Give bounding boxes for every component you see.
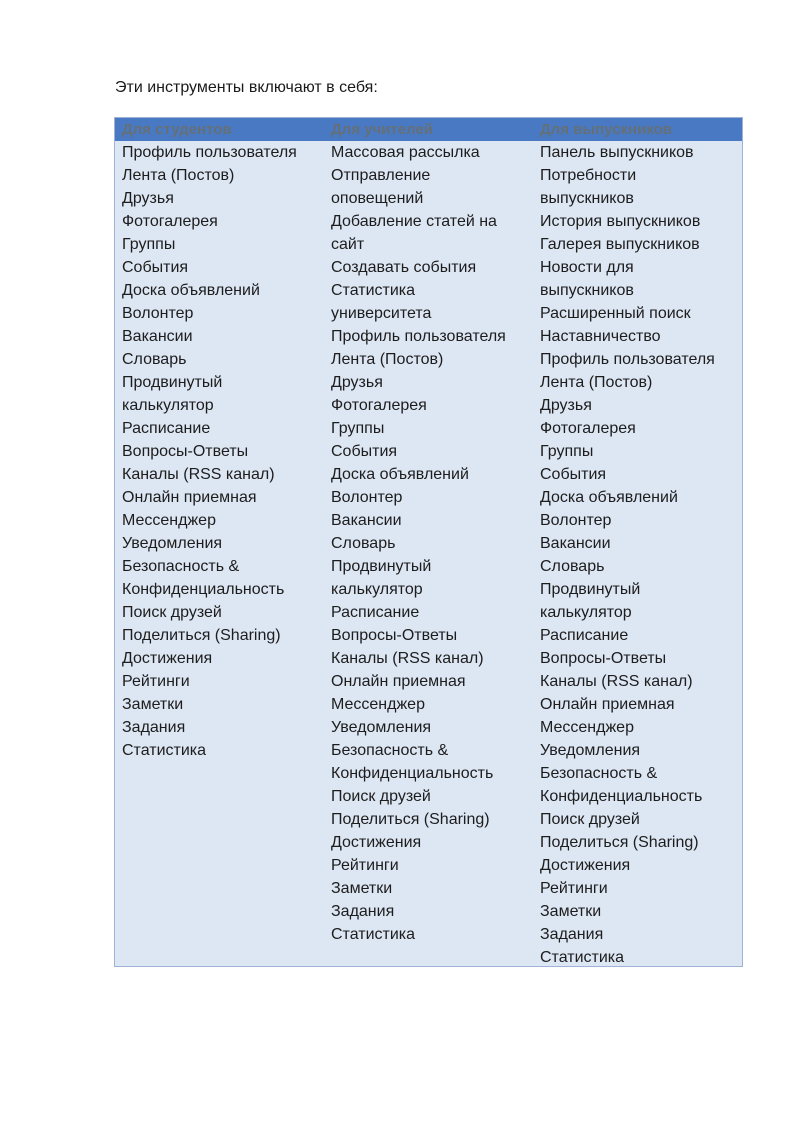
tool-list-item: Лента (Постов) <box>122 167 235 184</box>
teachers-tool-list <box>331 141 536 946</box>
tool-list-item: Доска объявлений <box>122 282 260 299</box>
tool-list-item: Каналы (RSS канал) <box>331 650 484 667</box>
tool-list-item: События <box>540 466 607 483</box>
tool-list-item: Массовая рассылка <box>331 144 480 161</box>
tool-list-item: Друзья <box>331 374 383 391</box>
students-tool-list <box>122 141 327 762</box>
tool-list-item: оповещений <box>331 190 424 207</box>
alumni-tool-list <box>540 141 740 969</box>
tool-list-item: Задания <box>122 719 186 736</box>
tool-list-item: Поделиться (Sharing) <box>122 627 281 644</box>
tool-list-item: Расширенный поиск <box>540 305 691 322</box>
tool-list-item: Профиль пользователя <box>331 328 506 345</box>
tool-list-item: Группы <box>122 236 176 253</box>
tool-list-item: Расписание <box>122 420 211 437</box>
tool-list-item: Фотогалерея <box>331 397 427 414</box>
tool-list-item: Онлайн приемная <box>540 696 675 713</box>
tool-list-item: События <box>122 259 189 276</box>
tool-list-item: Достижения <box>331 834 422 851</box>
tool-list-item: Поиск друзей <box>540 811 640 828</box>
tool-list-item: Конфиденциальность <box>331 765 494 782</box>
alumni-column-header: Для выпускников <box>540 121 673 138</box>
tool-list-item: Словарь <box>540 558 605 575</box>
tool-list-item: Волонтер <box>331 489 403 506</box>
tool-list-item: Статистика <box>331 926 416 943</box>
tool-list-item: Безопасность & <box>122 558 240 575</box>
tool-list-item: Поделиться (Sharing) <box>331 811 490 828</box>
tool-list-item: Онлайн приемная <box>122 489 257 506</box>
students-column <box>122 118 327 762</box>
tools-table <box>114 117 743 967</box>
tool-list-item: События <box>331 443 398 460</box>
tool-list-item: История выпускников <box>540 213 701 230</box>
tool-list-item: Вопросы-Ответы <box>540 650 667 667</box>
tool-list-item: Группы <box>540 443 594 460</box>
tool-list-item: Доска объявлений <box>331 466 469 483</box>
tool-list-item: Фотогалерея <box>122 213 218 230</box>
tool-list-item: Волонтер <box>122 305 194 322</box>
tool-list-item: Конфиденциальность <box>540 788 703 805</box>
page-intro-text: Эти инструменты включают в себя: <box>115 79 378 96</box>
tool-list-item: Волонтер <box>540 512 612 529</box>
tool-list-item: Отправление <box>331 167 431 184</box>
tool-list-item: калькулятор <box>122 397 214 414</box>
tool-list-item: Статистика <box>122 742 207 759</box>
tool-list-item: Профиль пользователя <box>540 351 715 368</box>
teachers-column <box>331 118 536 946</box>
tool-list-item: Онлайн приемная <box>331 673 466 690</box>
tool-list-item: Безопасность & <box>540 765 658 782</box>
tool-list-item: Словарь <box>331 535 396 552</box>
tool-list-item: Галерея выпускников <box>540 236 700 253</box>
tool-list-item: Лента (Постов) <box>331 351 444 368</box>
tool-list-item: Заметки <box>122 696 184 713</box>
tool-list-item: Добавление статей на <box>331 213 497 230</box>
tool-list-item: Потребности <box>540 167 637 184</box>
tool-list-item: Мессенджер <box>122 512 216 529</box>
tool-list-item: Заметки <box>331 880 393 897</box>
tool-list-item: Расписание <box>540 627 629 644</box>
tool-list-item: сайт <box>331 236 365 253</box>
tool-list-item: Создавать события <box>331 259 477 276</box>
tool-list-item: Продвинутый <box>331 558 432 575</box>
tool-list-item: Статистика <box>540 949 625 966</box>
tool-list-item: Мессенджер <box>540 719 634 736</box>
tool-list-item: Заметки <box>540 903 602 920</box>
tool-list-item: Друзья <box>122 190 174 207</box>
students-column-header: Для студентов <box>122 121 232 138</box>
tool-list-item: Вопросы-Ответы <box>122 443 249 460</box>
tool-list-item: Поиск друзей <box>331 788 431 805</box>
tool-list-item: выпускников <box>540 282 634 299</box>
tool-list-item: Вакансии <box>122 328 193 345</box>
tool-list-item: Каналы (RSS канал) <box>122 466 275 483</box>
tool-list-item: Поиск друзей <box>122 604 222 621</box>
tool-list-item: калькулятор <box>331 581 423 598</box>
tool-list-item: Вакансии <box>540 535 611 552</box>
tool-list-item: Рейтинги <box>122 673 190 690</box>
tool-list-item: Вакансии <box>331 512 402 529</box>
alumni-column <box>540 118 740 969</box>
tool-list-item: Фотогалерея <box>540 420 636 437</box>
tool-list-item: Наставничество <box>540 328 661 345</box>
tool-list-item: Рейтинги <box>331 857 399 874</box>
tool-list-item: Группы <box>331 420 385 437</box>
tool-list-item: Доска объявлений <box>540 489 678 506</box>
tool-list-item: Конфиденциальность <box>122 581 285 598</box>
tool-list-item: Панель выпускников <box>540 144 694 161</box>
tool-list-item: Профиль пользователя <box>122 144 297 161</box>
tool-list-item: Мессенджер <box>331 696 425 713</box>
tool-list-item: Статистика <box>331 282 416 299</box>
tool-list-item: Друзья <box>540 397 592 414</box>
tool-list-item: Достижения <box>122 650 213 667</box>
tool-list-item: Уведомления <box>331 719 432 736</box>
tool-list-item: Задания <box>540 926 604 943</box>
tool-list-item: Новости для <box>540 259 634 276</box>
teachers-column-header: Для учителей <box>331 121 433 138</box>
tool-list-item: калькулятор <box>540 604 632 621</box>
tool-list-item: Уведомления <box>540 742 641 759</box>
tool-list-item: университета <box>331 305 432 322</box>
tool-list-item: Словарь <box>122 351 187 368</box>
tool-list-item: Вопросы-Ответы <box>331 627 458 644</box>
tool-list-item: Поделиться (Sharing) <box>540 834 699 851</box>
tool-list-item: Продвинутый <box>540 581 641 598</box>
tool-list-item: Лента (Постов) <box>540 374 653 391</box>
tool-list-item: Расписание <box>331 604 420 621</box>
tool-list-item: Уведомления <box>122 535 223 552</box>
tool-list-item: Каналы (RSS канал) <box>540 673 693 690</box>
tool-list-item: выпускников <box>540 190 634 207</box>
tool-list-item: Безопасность & <box>331 742 449 759</box>
tool-list-item: Продвинутый <box>122 374 223 391</box>
tool-list-item: Задания <box>331 903 395 920</box>
tool-list-item: Достижения <box>540 857 631 874</box>
tool-list-item: Рейтинги <box>540 880 608 897</box>
